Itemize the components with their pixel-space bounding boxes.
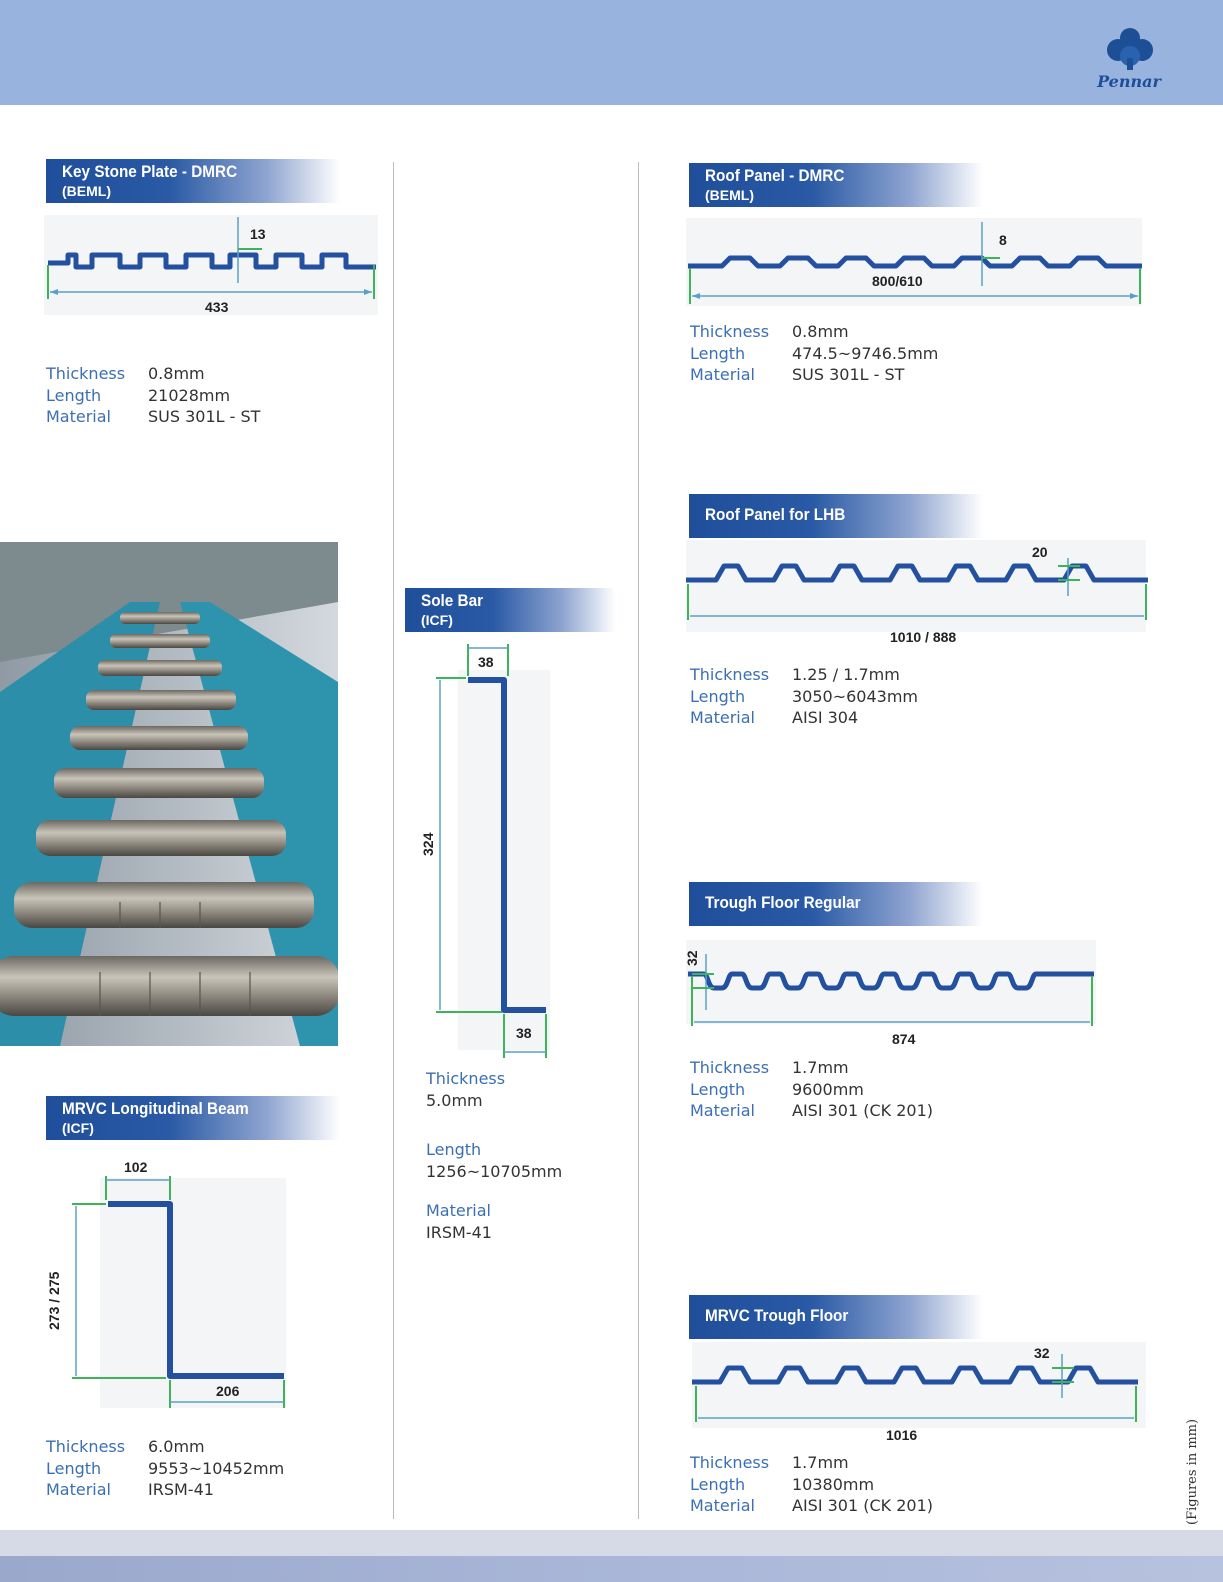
spec-row: [46, 1436, 284, 1458]
sole-bar-height-label: 324: [420, 832, 436, 856]
mrvc-trough-title-box: [689, 1295, 983, 1339]
spec-value: 10380mm: [792, 1474, 875, 1494]
spec-row: [690, 364, 938, 386]
brand-name: Pennar: [1097, 72, 1161, 91]
spec-row: [690, 1057, 933, 1079]
spec-label: Material: [46, 1480, 111, 1499]
roof-dmrc-profile-drawing: [684, 218, 1146, 314]
spec-row: [46, 1479, 284, 1501]
spec-value: 6.0mm: [148, 1437, 205, 1456]
mrvc-beam-title-box: [46, 1096, 340, 1140]
spec-row: [690, 707, 918, 729]
mrvc-trough-profile-drawing: [690, 1342, 1150, 1446]
mrvc-beam-height-label: 273 / 275: [46, 1271, 62, 1330]
spec-label: Length: [690, 686, 746, 706]
spec-value: AISI 301 (CK 201): [792, 1496, 934, 1515]
roof-dmrc-specs: [690, 321, 938, 386]
sole-bar-profile-drawing: [418, 640, 558, 1060]
spec-value: AISI 304: [792, 708, 859, 727]
roof-lhb-height-label: 20: [1032, 544, 1048, 560]
sole-bar-title: Sole Bar: [421, 591, 484, 610]
spec-value: IRSM-41: [148, 1480, 214, 1499]
header-band: [0, 0, 1223, 105]
mrvc-trough-title: MRVC Trough Floor: [705, 1306, 849, 1325]
sole-bar-bottom-label: 38: [516, 1025, 532, 1041]
spec-row: [690, 664, 918, 686]
spec-label: Material: [690, 708, 755, 727]
trough-regular-specs: [690, 1057, 933, 1122]
spec-value: IRSM-41: [426, 1222, 492, 1242]
roof-lhb-profile-drawing: [684, 540, 1150, 650]
key-stone-profile-drawing: [40, 215, 390, 325]
spec-label: Material: [426, 1201, 491, 1220]
trough-regular-height-label: 32: [684, 950, 700, 966]
spec-label: Thickness: [690, 322, 770, 341]
spec-label: Length: [690, 1079, 746, 1099]
trough-regular-title-box: [689, 882, 983, 926]
spec-label: Thickness: [46, 1437, 126, 1456]
spec-label: Material: [690, 1496, 755, 1515]
column-divider-2: [638, 162, 639, 1519]
spec-row: [690, 1079, 933, 1101]
roof-lhb-title: Roof Panel for LHB: [705, 505, 846, 524]
spec-value: AISI 301 (CK 201): [792, 1101, 934, 1120]
spec-value: 1.7mm: [792, 1058, 849, 1077]
sole-bar-specs: [426, 1068, 562, 1271]
spec-value: 9553~10452mm: [148, 1458, 285, 1478]
column-divider-1: [393, 162, 394, 1519]
spec-value: 474.5~9746.5mm: [792, 343, 939, 363]
footer-band-light: [0, 1530, 1223, 1556]
mrvc-beam-specs: [46, 1436, 284, 1501]
spec-value: SUS 301L - ST: [792, 365, 905, 384]
spec-label: Thickness: [426, 1069, 506, 1088]
mrvc-beam-profile-drawing: [44, 1156, 304, 1418]
roof-lhb-width-label: 1010 / 888: [890, 629, 957, 645]
spec-label: Material: [690, 365, 755, 384]
spec-label: Length: [426, 1140, 482, 1159]
spec-value: 1.25 / 1.7mm: [792, 665, 900, 684]
spec-row: [690, 1452, 933, 1474]
spec-row: [690, 1495, 933, 1517]
spec-row: [46, 385, 260, 407]
footer-band: [0, 1556, 1223, 1582]
trough-regular-width-label: 874: [892, 1031, 916, 1047]
sole-bar-top-label: 38: [478, 654, 494, 670]
key-stone-height-label: 13: [250, 226, 266, 242]
roof-dmrc-width-label: 800/610: [872, 273, 923, 289]
mrvc-beam-subtitle: (ICF): [62, 1120, 94, 1136]
roof-dmrc-subtitle: (BEML): [705, 187, 754, 203]
spec-value: 21028mm: [148, 385, 231, 405]
spec-value: 1.7mm: [792, 1453, 849, 1472]
spec-value: 1256~10705mm: [426, 1161, 563, 1181]
roof-lhb-title-box: [689, 494, 983, 538]
spec-label: Length: [690, 343, 746, 363]
mrvc-trough-specs: [690, 1452, 933, 1517]
roof-dmrc-height-label: 8: [999, 232, 1007, 248]
sole-bar-subtitle: (ICF): [421, 612, 453, 628]
roof-dmrc-title-box: [689, 163, 983, 207]
spec-label: Thickness: [46, 364, 126, 383]
roof-dmrc-title: Roof Panel - DMRC: [705, 166, 845, 185]
key-stone-subtitle: (BEML): [62, 183, 111, 199]
spec-label: Length: [46, 385, 102, 405]
spec-value: 0.8mm: [792, 322, 849, 341]
spec-value: 5.0mm: [426, 1090, 483, 1110]
spec-row: [46, 1458, 284, 1480]
roll-forming-machine-photo: [0, 542, 338, 1046]
key-stone-specs: [46, 363, 260, 428]
spec-label: Material: [46, 407, 111, 426]
spec-label: Length: [46, 1458, 102, 1478]
key-stone-title: Key Stone Plate - DMRC: [62, 162, 238, 181]
key-stone-title-box: [46, 159, 340, 203]
spec-row: [690, 1474, 933, 1496]
spec-row: [46, 406, 260, 428]
mrvc-trough-width-label: 1016: [886, 1427, 918, 1443]
spec-row: [690, 343, 938, 365]
spec-row: [690, 686, 918, 708]
spec-value: 3050~6043mm: [792, 686, 919, 706]
sole-bar-title-box: [405, 588, 615, 632]
mrvc-trough-height-label: 32: [1034, 1345, 1050, 1361]
spec-row: [690, 1100, 933, 1122]
spec-value: SUS 301L - ST: [148, 407, 261, 426]
spec-label: Thickness: [690, 1058, 770, 1077]
key-stone-width-label: 433: [205, 299, 229, 315]
mrvc-beam-title: MRVC Longitudinal Beam: [62, 1099, 249, 1118]
mrvc-beam-bottom-label: 206: [216, 1383, 240, 1399]
trough-regular-title: Trough Floor Regular: [705, 893, 861, 912]
spec-row: [690, 321, 938, 343]
trough-regular-profile-drawing: [684, 940, 1104, 1048]
spec-label: Material: [690, 1101, 755, 1120]
spec-row: [46, 363, 260, 385]
spec-value: 9600mm: [792, 1079, 864, 1099]
roof-lhb-specs: [690, 664, 918, 729]
spec-label: Length: [690, 1474, 746, 1494]
mrvc-beam-top-label: 102: [124, 1159, 148, 1175]
figures-unit-note: (Figures in mm): [1185, 1418, 1200, 1525]
spec-label: Thickness: [690, 665, 770, 684]
spec-label: Thickness: [690, 1453, 770, 1472]
spec-value: 0.8mm: [148, 364, 205, 383]
